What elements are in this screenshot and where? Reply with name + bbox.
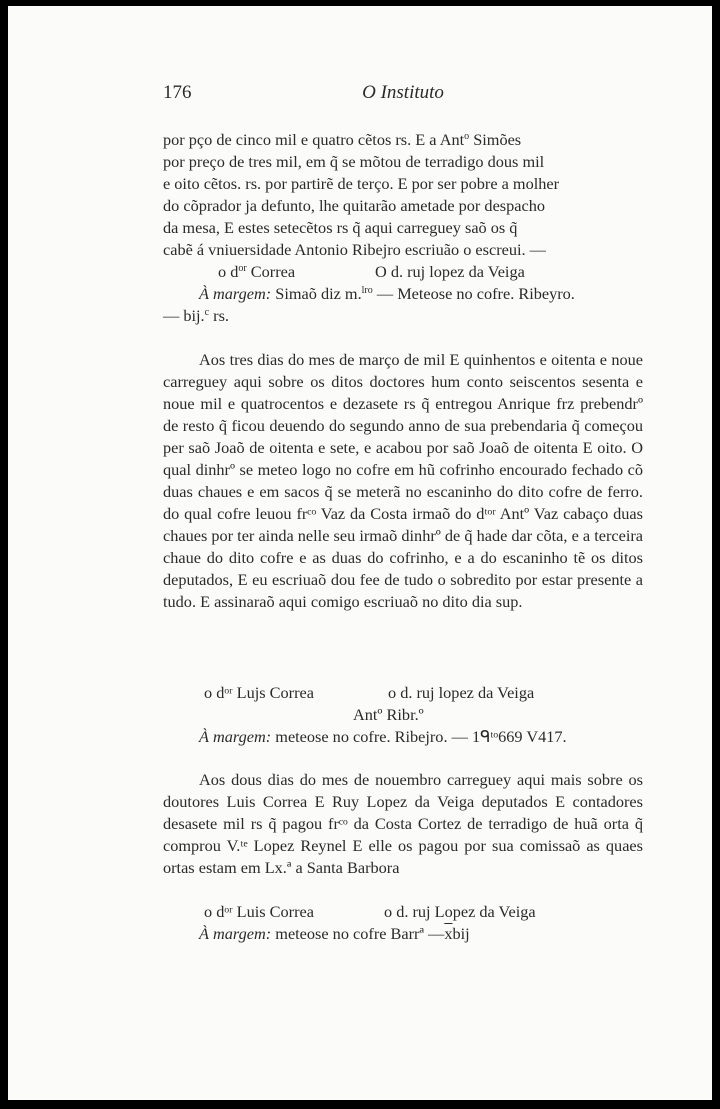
- entry-1-line: e oito cẽtos. rs. por partirẽ de terço. E por ser pobre a molher: [163, 174, 560, 193]
- page-number: 176: [163, 82, 192, 103]
- entry-3-signature-right: o d. ruj Lopez da Veiga: [384, 902, 536, 921]
- entry-1-line: da mesa, E estes setecẽtos rs q̃ aqui carreguey saõ os q̃: [163, 218, 518, 237]
- entry-1-line: por pço de cinco mil e quatro cẽtos rs. E a Ant$^o$ Simões: [163, 130, 522, 149]
- entry-1-line: cabẽ á vniuersidade Antonio Ribejro escriuão o escreui. —: [163, 240, 546, 259]
- entry-1-signature-right: O d. ruj lopez da Veiga: [375, 262, 525, 281]
- running-title: O Instituto: [362, 82, 444, 103]
- entry-1-signature-left: o $d^{or}$ Correa: [218, 262, 296, 281]
- page-header: [163, 82, 643, 110]
- entry-1-text: [163, 129, 643, 261]
- entry-1-line: do cõprador ja defunto, lhe quitarão ametade por despacho: [163, 196, 546, 215]
- entry-2-text: Aos tres dias do mes de março de mil E quinhentos e oitenta e noue carreguey aqui sobre os ditos doctores hum conto seiscentos sesenta e noue mil e quatrocentos e dezasete rs q̃ entregou Anrique frz prebendrº de resto q̃ ficou deuendo do segundo anno de sua prebendaria q̃ começou per saõ Joaõ de oitenta e sete, e acabou por saõ Joaõ de oitenta E oito. O qual dinhrº se meteo logo no cofre em hũ cofrinho encourado fechado cõ duas chaues e em sacos q̃ se meterã no escaninho do dito cofre de ferro. do qual cofre leuou frᶜᵒ Vaz da Costa irmaõ do dᵗᵒʳ Antº Vaz cabaço duas chaues por ter ainda nelle seu irmaõ dinhrº de q̃ hade dar cõta, e a terceira chaue do dito cofre e as duas do cofrinho, e a do escaninho tẽ os ditos deputados, E eu escriuaõ dou fee de tudo o sobredito por estar presente a tudo. E assinaraõ aqui comigo escriuaõ no dito dia sup.: [163, 350, 643, 611]
- entry-2-margin-note: À margem: meteose no cofre. Ribejro. — 1ᑫᵗᵒ669 V417.: [199, 727, 567, 746]
- entry-1-margin-note: À margem: Simaõ diz m.$^{lro}$ — Meteose no cofre. Ribeyro. — bij.$^c$ rs.: [163, 284, 575, 325]
- entry-2-signature-left: o dᵒʳ Lujs Correa: [204, 683, 314, 702]
- entry-3-signature-left: o dᵒʳ Luis Correa: [204, 902, 314, 921]
- entry-2-signature-right: o d. ruj lopez da Veiga: [388, 683, 535, 702]
- entry-1-line: por preço de tres mil, em q̃ se mõtou de terradigo dous mil: [163, 152, 545, 171]
- entry-3-text: Aos dous dias do mes de nouembro carreguey aqui mais sobre os doutores Luis Correa E Ruy Lopez da Veiga deputados E contadores desasete mil rs q̃ pagou frᶜᵒ da Costa Cortez de terradigo de huã orta q̃ comprou V.ᵗᵉ Lopez Reynel E elle os pagou por sua comissaõ as quaes ortas estam em Lx.ª a Santa Barbora: [163, 770, 643, 877]
- entry-3-margin-note: À margem: meteose no cofre Barrª $—\overline{x}bij$: [199, 924, 470, 943]
- entry-2-signature-third: Antº Ribr.º: [353, 705, 424, 724]
